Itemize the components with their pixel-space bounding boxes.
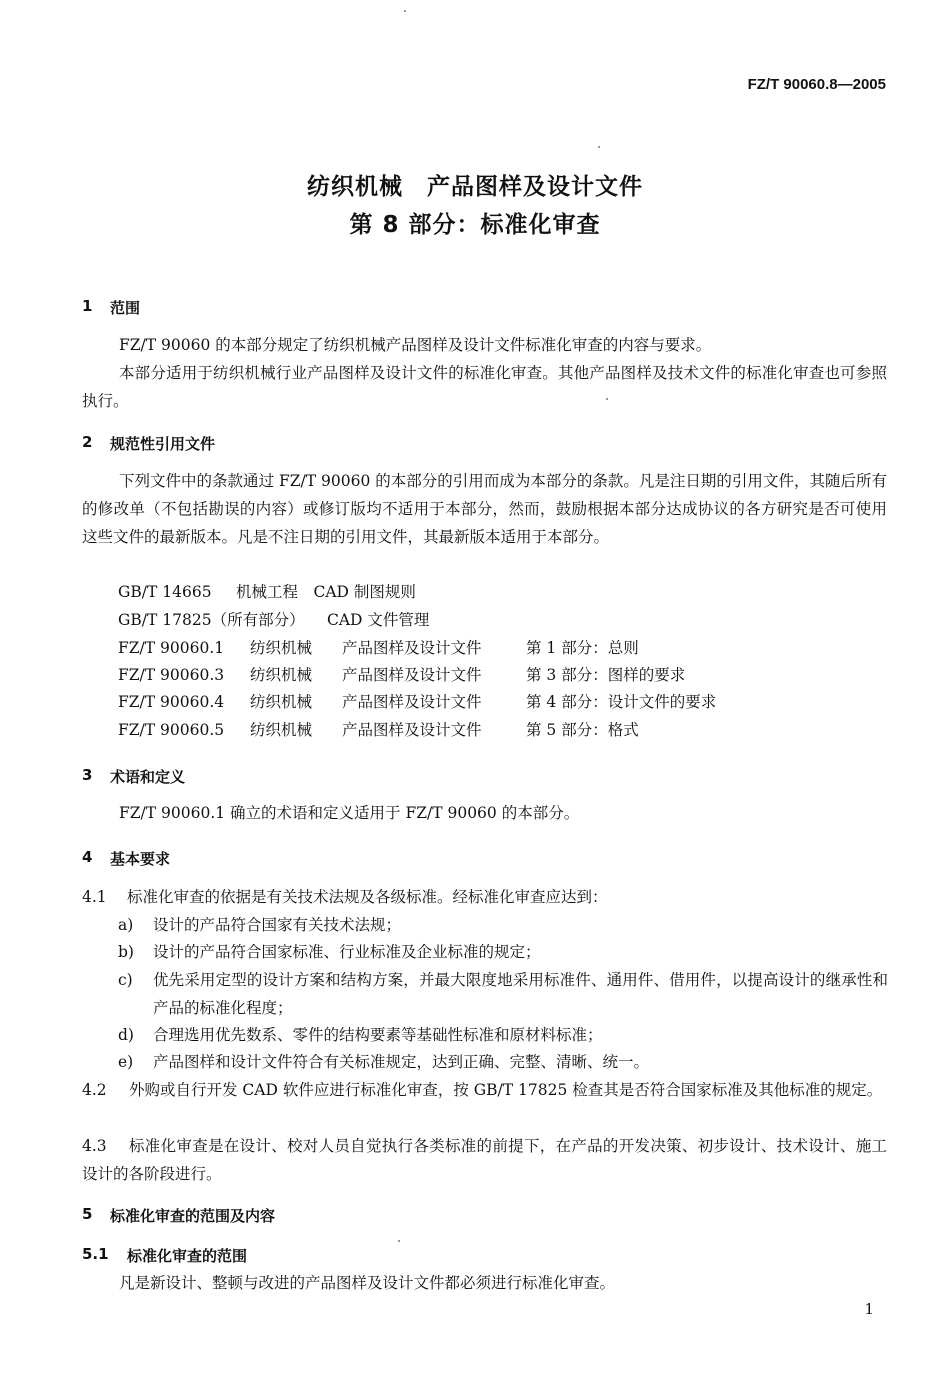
reference-code: FZ/T 90060.4 <box>118 693 225 711</box>
list-item-text: 设计的产品符合国家标准、行业标准及企业标准的规定； <box>153 943 541 961</box>
reference-title-part-c: 第 3 部分：图样的要求 <box>526 666 686 684</box>
list-item-text: 产品图样和设计文件符合有关标准规定，达到正确、完整、清晰、统一。 <box>153 1053 650 1071</box>
reference-code: FZ/T 90060.3 <box>118 666 225 684</box>
section-4-heading: 基本要求 <box>110 850 171 868</box>
section-5-number: 5 <box>82 1205 93 1223</box>
section-2-heading: 规范性引用文件 <box>110 435 216 453</box>
reference-title-part-a: 纺织机械 <box>250 639 313 657</box>
clause-4-2-text: 外购或自行开发 CAD 软件应进行标准化审查，按 GB/T 17825 检查其是否符合国家标准及其他标准的规定。 <box>129 1081 883 1099</box>
reference-title-part-b: 产品图样及设计文件 <box>342 666 482 684</box>
list-item-marker: d) <box>118 1026 134 1044</box>
section-1-paragraph-2: 本部分适用于纺织机械行业产品图样及设计文件的标准化审查。其他产品图样及技术文件的标准化审查也可参照执行。 <box>82 364 887 410</box>
reference-title-part-b: 产品图样及设计文件 <box>342 639 482 657</box>
page-number: 1 <box>864 1300 874 1318</box>
section-5-heading: 标准化审查的范围及内容 <box>110 1207 276 1225</box>
section-2-paragraph-1: 下列文件中的条款通过 FZ/T 90060 的本部分的引用而成为本部分的条款。凡是注日期的引用文件，其随后所有的修改单（不包括勘误的内容）或修订版均不适用于本部分，然而，鼓励根据本部分达成协议的各方研究是否可使用这些文件的最新版本。凡是不注日期的引用文件，其最新版本适用于本部分。 <box>82 472 887 546</box>
document-title-line2: 第 8 部分：标准化审查 <box>349 212 601 238</box>
list-item-marker: a) <box>118 916 134 934</box>
reference-code: FZ/T 90060.1 <box>118 639 225 657</box>
list-item-text: 优先采用定型的设计方案和结构方案，并最大限度地采用标准件、通用件、借用件，以提高设计的继承性和产品的标准化程度； <box>153 971 888 1017</box>
section-1-number: 1 <box>82 297 93 315</box>
scan-speck <box>598 146 600 148</box>
clause-4-1-number: 4.1 <box>82 888 107 906</box>
clause-4-1-text: 标准化审查的依据是有关技术法规及各级标准。经标准化审查应达到： <box>127 888 608 906</box>
section-3-number: 3 <box>82 766 93 784</box>
list-item-marker: c) <box>118 971 133 989</box>
clause-4-3-number: 4.3 <box>82 1137 107 1155</box>
section-4-number: 4 <box>82 848 93 866</box>
reference-title-part-a: 纺织机械 <box>250 721 313 739</box>
reference-title-part-c: 第 4 部分：设计文件的要求 <box>526 693 717 711</box>
reference-code: GB/T 14665 <box>118 583 212 601</box>
list-item-marker: b) <box>118 943 134 961</box>
reference-title-part-a: 纺织机械 <box>250 666 313 684</box>
list-item-text: 合理选用优先数系、零件的结构要素等基础性标准和原材料标准； <box>153 1026 603 1044</box>
section-3-heading: 术语和定义 <box>110 768 186 786</box>
reference-code: FZ/T 90060.5 <box>118 721 225 739</box>
reference-title-part-b: 产品图样及设计文件 <box>342 721 482 739</box>
clause-4-2-number: 4.2 <box>82 1081 107 1099</box>
reference-title-part-b: 产品图样及设计文件 <box>342 693 482 711</box>
section-3-paragraph-1: FZ/T 90060.1 确立的术语和定义适用于 FZ/T 90060 的本部分。 <box>119 804 580 822</box>
clause-5-1-heading: 标准化审查的范围 <box>127 1247 248 1265</box>
standard-number: FZ/T 90060.8—2005 <box>747 76 886 93</box>
clause-5-1-number: 5.1 <box>82 1245 109 1263</box>
reference-title-part-a: 纺织机械 <box>250 693 313 711</box>
reference-title: CAD 文件管理 <box>327 611 430 629</box>
list-item-text: 设计的产品符合国家有关技术法规； <box>153 916 402 934</box>
reference-title-part-c: 第 1 部分：总则 <box>526 639 639 657</box>
document-title-line1: 纺织机械 产品图样及设计文件 <box>307 174 643 200</box>
reference-title-part-c: 第 5 部分：格式 <box>526 721 639 739</box>
scan-speck <box>404 10 406 12</box>
reference-title: 机械工程 CAD 制图规则 <box>236 583 416 601</box>
scan-speck <box>606 398 608 400</box>
reference-code: GB/T 17825（所有部分） <box>118 611 305 629</box>
section-1-paragraph-1: FZ/T 90060 的本部分规定了纺织机械产品图样及设计文件标准化审查的内容与要求。 <box>119 336 712 354</box>
clause-4-3-text: 标准化审查是在设计、校对人员自觉执行各类标准的前提下，在产品的开发决策、初步设计、技术设计、施工设计的各阶段进行。 <box>82 1137 887 1183</box>
clause-5-1-text: 凡是新设计、整顿与改进的产品图样及设计文件都必须进行标准化审查。 <box>119 1274 616 1292</box>
section-2-number: 2 <box>82 433 93 451</box>
section-1-heading: 范围 <box>110 299 141 317</box>
list-item-marker: e) <box>118 1053 134 1071</box>
scan-speck <box>398 1240 400 1242</box>
